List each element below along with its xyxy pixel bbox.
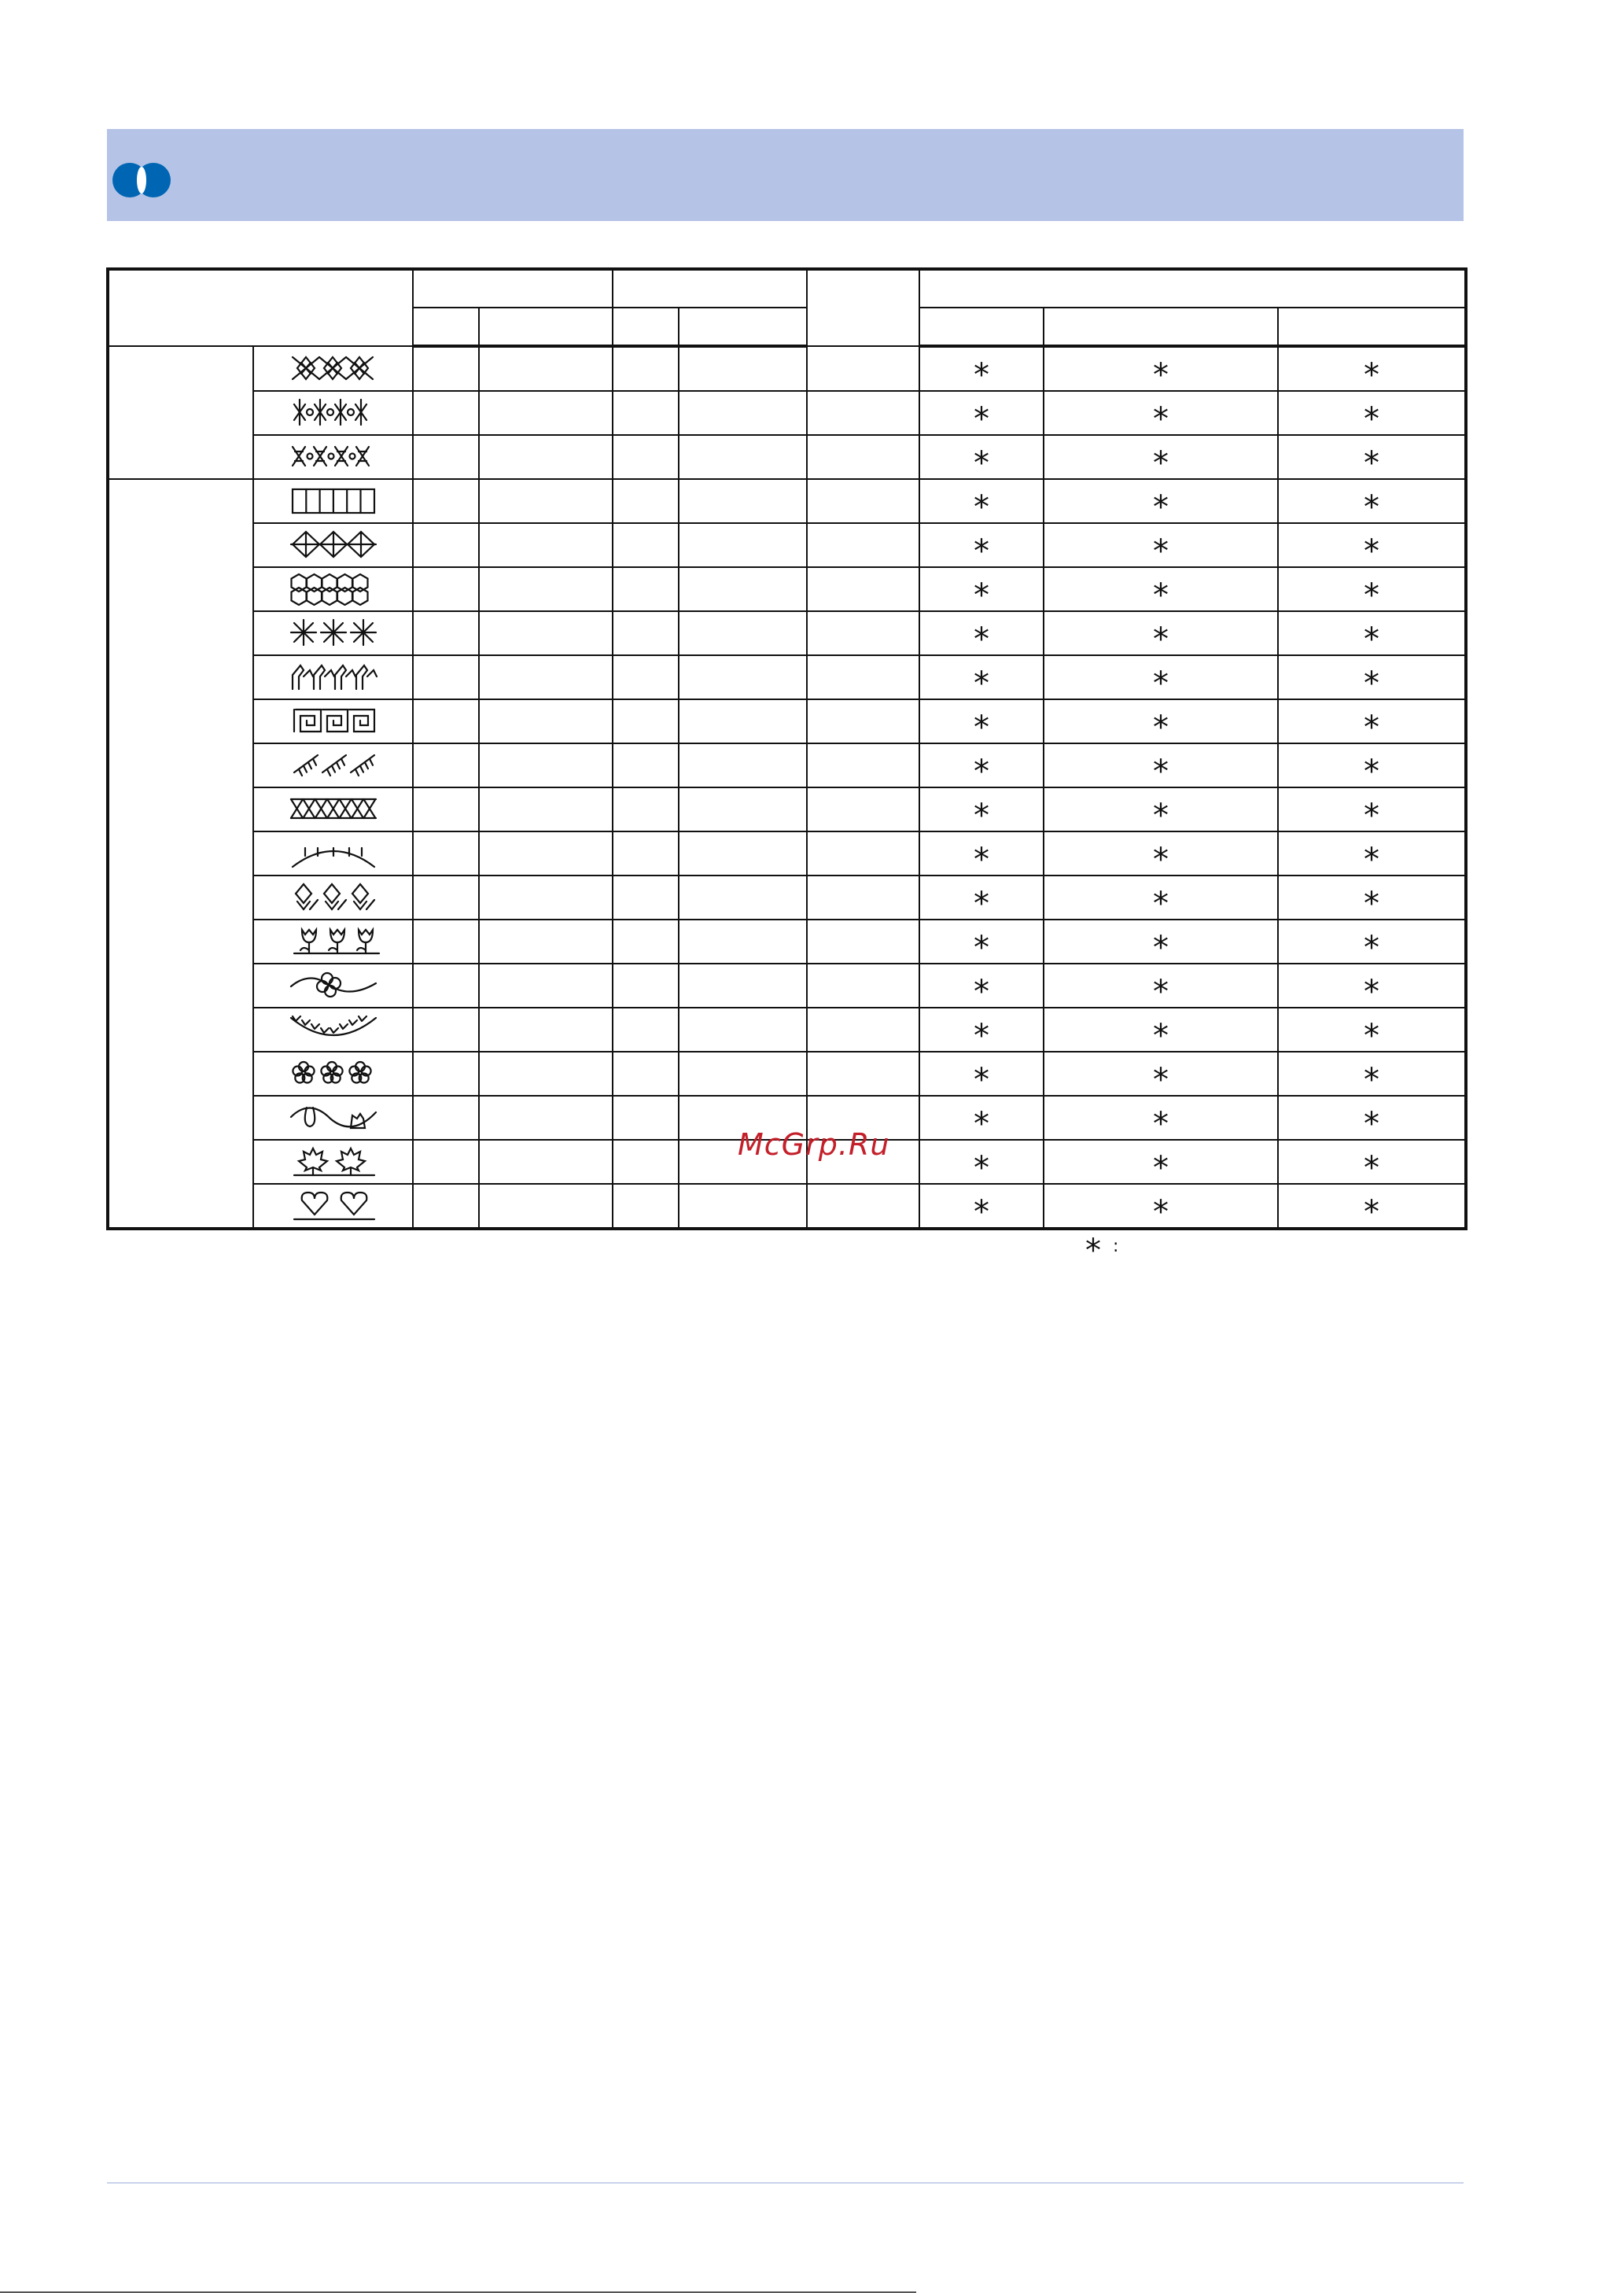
empty-cell	[613, 743, 679, 787]
empty-cell	[679, 479, 807, 523]
empty-cell	[613, 655, 679, 699]
tulips-icon	[286, 925, 381, 958]
star-mark: *	[974, 754, 989, 790]
empty-cell	[613, 567, 679, 611]
empty-cell	[413, 435, 479, 479]
table-row	[108, 699, 1466, 743]
star-cell	[1278, 964, 1466, 1008]
star-cell	[1278, 1140, 1466, 1184]
star-cell	[1278, 523, 1466, 570]
pattern-cell	[253, 611, 413, 655]
table-row	[108, 1008, 1466, 1052]
star-mark: *	[974, 533, 989, 570]
footnote-colon: :	[1113, 1237, 1119, 1256]
empty-cell	[479, 699, 613, 743]
star-mark: *	[1153, 930, 1169, 966]
empty-cell	[807, 1052, 919, 1096]
diamond-leaves-icon	[286, 881, 381, 914]
empty-cell	[679, 346, 807, 391]
header-cell-group-c	[919, 269, 1466, 308]
empty-cell	[413, 1140, 479, 1184]
empty-cell	[413, 567, 479, 611]
empty-cell	[679, 699, 807, 743]
empty-cell	[679, 787, 807, 831]
stitch-pattern-table	[106, 267, 1464, 1233]
star-mark: *	[1364, 754, 1379, 790]
empty-cell	[479, 920, 613, 964]
star-mark: *	[1364, 710, 1379, 746]
star-mark: *	[1364, 974, 1379, 1010]
star-mark: *	[1364, 930, 1379, 966]
star-cell	[919, 1140, 1044, 1184]
empty-cell	[807, 435, 919, 479]
empty-cell	[613, 523, 679, 567]
empty-cell	[413, 523, 479, 567]
star-mark: *	[974, 974, 989, 1010]
empty-cell	[613, 1140, 679, 1184]
pattern-cell	[253, 346, 413, 391]
star-mark: *	[1153, 1018, 1169, 1054]
star-cell	[1044, 1096, 1278, 1140]
pattern-cell	[253, 523, 413, 567]
empty-cell	[413, 743, 479, 787]
table-row	[108, 435, 1466, 479]
star-mark: *	[974, 445, 989, 481]
empty-cell	[679, 876, 807, 920]
empty-cell	[679, 611, 807, 655]
star-mark: *	[974, 798, 989, 834]
empty-cell	[679, 1184, 807, 1229]
star-cell	[919, 787, 1044, 834]
empty-cell	[479, 1008, 613, 1052]
empty-cell	[413, 479, 479, 523]
star-cell	[1044, 787, 1278, 834]
star-mark: *	[974, 930, 989, 966]
empty-cell	[679, 391, 807, 435]
table-row	[108, 1052, 1466, 1096]
star-mark: *	[974, 401, 989, 437]
star-mark: *	[1153, 533, 1169, 570]
empty-cell	[807, 1184, 919, 1229]
empty-cell	[613, 1008, 679, 1052]
star-mark: *	[1364, 621, 1379, 658]
box-bars-icon	[286, 485, 381, 518]
star-cell	[919, 346, 1044, 391]
header-subcell	[1044, 308, 1278, 346]
empty-cell	[413, 1184, 479, 1229]
star-cell	[919, 831, 1044, 876]
star-mark: *	[974, 710, 989, 746]
pattern-cell	[253, 787, 413, 831]
table-row	[108, 1184, 1466, 1229]
star-cell	[1044, 435, 1278, 479]
star-cell	[1278, 655, 1466, 702]
section-header-band	[107, 129, 1464, 221]
empty-cell	[479, 1052, 613, 1096]
star-cell	[1044, 391, 1278, 435]
table-row	[108, 655, 1466, 699]
feather-branches-icon	[286, 749, 381, 782]
pattern-cell	[253, 1096, 413, 1140]
table-row	[108, 567, 1466, 611]
clover-vine-icon	[286, 969, 381, 1002]
table-header-row-1	[108, 269, 1466, 308]
empty-cell	[479, 523, 613, 567]
arc-ticks-icon	[286, 837, 381, 870]
empty-cell	[679, 920, 807, 964]
star-cell	[919, 567, 1044, 614]
empty-cell	[413, 831, 479, 876]
star-cell	[1044, 831, 1278, 876]
star-cell	[919, 876, 1044, 920]
table-row	[108, 787, 1466, 831]
empty-cell	[807, 876, 919, 920]
star-mark: *	[1153, 445, 1169, 481]
honeycomb-icon	[286, 573, 381, 606]
empty-cell	[479, 1140, 613, 1184]
star-cell	[1044, 964, 1278, 1008]
group-label-cell	[108, 479, 253, 1229]
empty-cell	[479, 346, 613, 391]
star-cell	[1044, 743, 1278, 790]
star-mark: *	[1364, 533, 1379, 570]
star-cell	[1044, 611, 1278, 658]
star-cell	[1044, 567, 1278, 614]
pattern-cell	[253, 391, 413, 435]
pattern-cell	[253, 699, 413, 743]
empty-cell	[479, 391, 613, 435]
empty-cell	[479, 831, 613, 876]
header-subcell	[679, 308, 807, 346]
empty-cell	[807, 567, 919, 611]
empty-cell	[613, 876, 679, 920]
empty-cell	[413, 787, 479, 831]
empty-cell	[613, 920, 679, 964]
star-mark: *	[974, 489, 989, 525]
star-cell	[919, 699, 1044, 746]
star-mark: *	[1364, 886, 1379, 922]
pattern-cell	[253, 435, 413, 479]
empty-cell	[479, 1096, 613, 1140]
empty-cell	[613, 1052, 679, 1096]
empty-cell	[679, 523, 807, 567]
pattern-cell	[253, 743, 413, 787]
star-mark: *	[1153, 710, 1169, 746]
star-mark: *	[1153, 1150, 1169, 1186]
pattern-cell	[253, 1184, 413, 1229]
star-cell	[919, 435, 1044, 479]
table-row	[108, 743, 1466, 787]
star-mark: *	[1153, 621, 1169, 658]
star-mark: *	[974, 1150, 989, 1186]
star-mark: *	[1364, 798, 1379, 834]
star-cell	[1278, 699, 1466, 746]
pattern-cell	[253, 1052, 413, 1096]
empty-cell	[807, 479, 919, 523]
pattern-cell	[253, 1140, 413, 1184]
star-mark: *	[1364, 1018, 1379, 1054]
empty-cell	[613, 391, 679, 435]
star-mark: *	[974, 621, 989, 658]
star-cell	[1044, 876, 1278, 920]
empty-cell	[613, 1184, 679, 1229]
star-mark: *	[1153, 1194, 1169, 1230]
star-mark: *	[974, 1194, 989, 1230]
empty-cell	[413, 391, 479, 435]
star-mark: *	[1364, 401, 1379, 437]
star-cell	[919, 611, 1044, 658]
header-subcell	[919, 308, 1044, 346]
asterisks-icon	[286, 617, 381, 650]
star-cell	[919, 655, 1044, 702]
empty-cell	[613, 479, 679, 523]
empty-cell	[613, 964, 679, 1008]
table-row	[108, 391, 1466, 435]
star-cell	[1278, 876, 1466, 920]
empty-cell	[613, 1096, 679, 1140]
star-cell	[919, 743, 1044, 790]
empty-cell	[613, 787, 679, 831]
pattern-cell	[253, 1008, 413, 1052]
header-cell-group-a	[413, 269, 613, 308]
star-cell	[1044, 920, 1278, 964]
flowers-icon	[286, 1057, 381, 1090]
bell-vine-icon	[286, 1101, 381, 1134]
star-cell	[1044, 523, 1278, 570]
pattern-cell	[253, 964, 413, 1008]
empty-cell	[807, 523, 919, 567]
empty-cell	[413, 611, 479, 655]
star-mark: *	[1153, 842, 1169, 878]
star-mark: *	[1153, 401, 1169, 437]
empty-cell	[413, 1096, 479, 1140]
maple-leaves-icon	[286, 1145, 381, 1178]
empty-cell	[679, 1052, 807, 1096]
empty-cell	[679, 964, 807, 1008]
empty-cell	[807, 699, 919, 743]
empty-cell	[413, 964, 479, 1008]
header-subcell	[413, 308, 479, 346]
table-row	[108, 479, 1466, 523]
star-cell	[919, 1184, 1044, 1229]
empty-cell	[807, 964, 919, 1008]
star-cell	[1278, 743, 1466, 790]
star-mark: *	[974, 1018, 989, 1054]
star-mark: *	[1153, 1106, 1169, 1142]
star-mark: *	[1364, 1150, 1379, 1186]
pattern-cell	[253, 655, 413, 699]
empty-cell	[679, 831, 807, 876]
pattern-cell	[253, 876, 413, 920]
empty-cell	[479, 743, 613, 787]
star-cell	[1278, 391, 1466, 435]
empty-cell	[613, 611, 679, 655]
empty-cell	[679, 1008, 807, 1052]
star-cell	[1278, 346, 1466, 391]
empty-cell	[479, 876, 613, 920]
star-mark: *	[974, 842, 989, 878]
star-mark: *	[1153, 357, 1169, 393]
cross-stitch-dots-icon	[286, 396, 381, 429]
double-circle-logo-icon	[112, 162, 171, 198]
pattern-cell	[253, 567, 413, 611]
star-mark: *	[1153, 1062, 1169, 1098]
zigzag-steps-icon	[286, 661, 381, 694]
empty-cell	[807, 831, 919, 876]
star-cell	[919, 964, 1044, 1008]
empty-cell	[613, 346, 679, 391]
star-mark: *	[974, 577, 989, 614]
table-row	[108, 920, 1466, 964]
empty-cell	[479, 567, 613, 611]
star-mark: *	[1364, 357, 1379, 393]
star-cell	[1278, 435, 1466, 479]
star-cell	[1044, 346, 1278, 391]
star-mark: *	[974, 665, 989, 702]
empty-cell	[413, 1008, 479, 1052]
star-cell	[1278, 567, 1466, 614]
star-mark: *	[1153, 489, 1169, 525]
empty-cell	[413, 1052, 479, 1096]
empty-cell	[807, 787, 919, 831]
empty-cell	[807, 1008, 919, 1052]
footnote-star: *	[1085, 1233, 1101, 1269]
diamond-chain-icon	[286, 529, 381, 562]
empty-cell	[479, 964, 613, 1008]
empty-cell	[807, 346, 919, 391]
header-subcell	[479, 308, 613, 346]
empty-cell	[807, 655, 919, 699]
empty-cell	[479, 655, 613, 699]
table-row	[108, 876, 1466, 920]
empty-cell	[479, 787, 613, 831]
star-mark: *	[1153, 798, 1169, 834]
cross-stitch-diamond-icon	[286, 352, 381, 385]
star-mark: *	[1153, 886, 1169, 922]
empty-cell	[807, 611, 919, 655]
empty-cell	[479, 611, 613, 655]
header-cell-pattern	[108, 269, 413, 346]
star-cell	[919, 479, 1044, 523]
star-cell	[1278, 831, 1466, 876]
star-cell	[1278, 920, 1466, 964]
star-cell	[1044, 1140, 1278, 1184]
greek-key-icon	[286, 705, 381, 738]
star-mark: *	[1364, 1194, 1379, 1230]
star-cell	[1044, 699, 1278, 746]
star-mark: *	[974, 886, 989, 922]
pattern-cell	[253, 479, 413, 523]
table-row	[108, 831, 1466, 876]
star-mark: *	[1364, 577, 1379, 614]
star-cell	[919, 920, 1044, 964]
header-subcell	[613, 308, 679, 346]
star-mark: *	[1153, 754, 1169, 790]
star-cell	[919, 1052, 1044, 1096]
star-cell	[919, 391, 1044, 435]
star-mark: *	[1153, 974, 1169, 1010]
empty-cell	[479, 1184, 613, 1229]
hearts-icon	[286, 1189, 381, 1222]
star-cell	[1044, 1052, 1278, 1096]
star-mark: *	[974, 357, 989, 393]
footer-divider	[107, 2182, 1464, 2184]
star-cell	[919, 523, 1044, 570]
group-label-cell	[108, 346, 253, 479]
star-mark: *	[1364, 489, 1379, 525]
empty-cell	[807, 743, 919, 787]
header-cell-single	[807, 269, 919, 346]
pattern-cell	[253, 920, 413, 964]
star-cell	[1044, 655, 1278, 702]
table-row	[108, 523, 1466, 567]
empty-cell	[479, 435, 613, 479]
table-row	[108, 346, 1466, 391]
empty-cell	[413, 876, 479, 920]
fern-icon	[286, 1013, 381, 1046]
star-cell	[1278, 1184, 1466, 1229]
star-cell	[1044, 1184, 1278, 1229]
star-cell	[1044, 479, 1278, 523]
empty-cell	[413, 655, 479, 699]
empty-cell	[807, 920, 919, 964]
empty-cell	[613, 831, 679, 876]
table-row	[108, 964, 1466, 1008]
empty-cell	[413, 920, 479, 964]
empty-cell	[479, 479, 613, 523]
star-cell	[1278, 611, 1466, 658]
table-row	[108, 611, 1466, 655]
star-cell	[1278, 787, 1466, 834]
empty-cell	[413, 699, 479, 743]
empty-cell	[679, 567, 807, 611]
star-cell	[1044, 1008, 1278, 1052]
empty-cell	[807, 391, 919, 435]
star-cell	[1278, 479, 1466, 523]
empty-cell	[413, 346, 479, 391]
star-mark: *	[1364, 665, 1379, 702]
star-cell	[919, 1008, 1044, 1052]
star-mark: *	[1364, 1062, 1379, 1098]
cross-stitch-double-icon	[286, 441, 381, 474]
pattern-cell	[253, 831, 413, 876]
star-mark: *	[1153, 665, 1169, 702]
star-cell	[1278, 1052, 1466, 1096]
star-mark: *	[1364, 445, 1379, 481]
header-cell-group-b	[613, 269, 807, 308]
star-mark: *	[974, 1106, 989, 1142]
empty-cell	[613, 699, 679, 743]
empty-cell	[679, 435, 807, 479]
empty-cell	[613, 435, 679, 479]
empty-cell	[679, 743, 807, 787]
lattice-x-icon	[286, 793, 381, 826]
header-subcell	[1278, 308, 1466, 346]
watermark-text: McGrp.Ru	[738, 1127, 890, 1162]
empty-cell	[679, 655, 807, 699]
star-mark: *	[974, 1062, 989, 1098]
star-cell	[919, 1096, 1044, 1140]
star-cell	[1278, 1008, 1466, 1052]
star-cell	[1278, 1096, 1466, 1140]
star-mark: *	[1364, 1106, 1379, 1142]
star-mark: *	[1153, 577, 1169, 614]
star-mark: *	[1364, 842, 1379, 878]
